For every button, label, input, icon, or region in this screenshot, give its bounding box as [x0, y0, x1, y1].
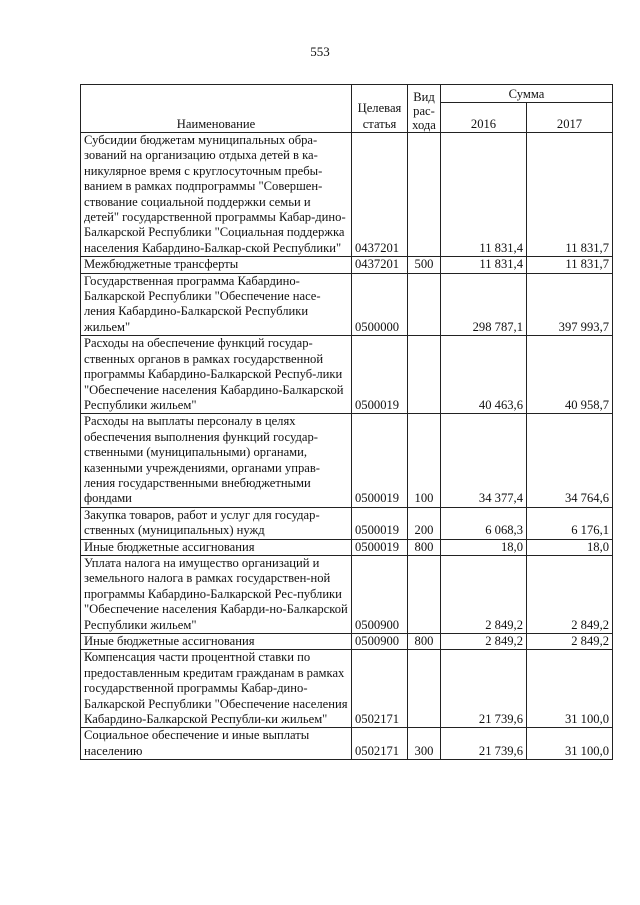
row-target-article: 0500019	[352, 336, 408, 414]
table-row	[81, 257, 613, 273]
row-target-article: 0437201	[352, 257, 408, 273]
row-name: Субсидии бюджетам муниципальных обра-зований на организацию отдыха детей в ка-никулярное время с круглосуточным пребы-ванием в рамках подпрограммы "Совершен-ствование социальной поддержки семьи и детей" государственной программы Кабар-дино-Балкарской Республики "Социальная поддержка населения Кабардино-Балкар-ской Республики"	[81, 133, 352, 257]
row-expense-type: 500	[408, 257, 441, 273]
row-name: Иные бюджетные ассигнования	[81, 539, 352, 555]
table-row	[81, 414, 613, 507]
table-row	[81, 539, 613, 555]
table-row	[81, 728, 613, 760]
row-sum-2016: 11 831,4	[441, 257, 527, 273]
row-expense-type: 300	[408, 728, 441, 760]
row-sum-2017: 2 849,2	[527, 634, 613, 650]
header-name: Наименование	[81, 85, 352, 133]
row-sum-2016: 11 831,4	[441, 133, 527, 257]
budget-table	[80, 84, 613, 760]
row-sum-2016: 34 377,4	[441, 414, 527, 507]
header-expense-type: Вид рас-хода	[408, 85, 441, 133]
row-target-article: 0500019	[352, 507, 408, 539]
row-target-article: 0500900	[352, 634, 408, 650]
row-sum-2017: 11 831,7	[527, 133, 613, 257]
row-sum-2016: 21 739,6	[441, 650, 527, 728]
row-sum-2017: 31 100,0	[527, 650, 613, 728]
row-sum-2016: 18,0	[441, 539, 527, 555]
row-target-article: 0500019	[352, 539, 408, 555]
row-name: Уплата налога на имущество организаций и земельного налога в рамках государствен-ной программы Кабардино-Балкарской Рес-публики "Обеспечение населения Кабарди-но-Балкарской Республики жильем"	[81, 555, 352, 633]
row-expense-type: 100	[408, 414, 441, 507]
row-name: Социальное обеспечение и иные выплаты населению	[81, 728, 352, 760]
table-header	[81, 85, 613, 133]
table-row	[81, 273, 613, 336]
table-body	[81, 133, 613, 760]
row-sum-2017: 397 993,7	[527, 273, 613, 336]
row-name: Иные бюджетные ассигнования	[81, 634, 352, 650]
table-row	[81, 133, 613, 257]
row-expense-type: 800	[408, 539, 441, 555]
row-target-article: 0502171	[352, 728, 408, 760]
row-sum-2016: 2 849,2	[441, 555, 527, 633]
row-sum-2017: 6 176,1	[527, 507, 613, 539]
table-row	[81, 555, 613, 633]
header-target-article: Целевая статья	[352, 85, 408, 133]
row-sum-2017: 31 100,0	[527, 728, 613, 760]
row-sum-2017: 34 764,6	[527, 414, 613, 507]
row-expense-type	[408, 650, 441, 728]
row-expense-type	[408, 555, 441, 633]
row-sum-2016: 40 463,6	[441, 336, 527, 414]
header-year-2017: 2017	[527, 103, 613, 133]
row-target-article: 0437201	[352, 133, 408, 257]
header-year-2016: 2016	[441, 103, 527, 133]
row-sum-2017: 11 831,7	[527, 257, 613, 273]
row-sum-2016: 2 849,2	[441, 634, 527, 650]
row-target-article: 0500000	[352, 273, 408, 336]
table-row	[81, 634, 613, 650]
row-expense-type	[408, 133, 441, 257]
table-row	[81, 650, 613, 728]
row-name: Закупка товаров, работ и услуг для государ-ственных (муниципальных) нужд	[81, 507, 352, 539]
row-target-article: 0502171	[352, 650, 408, 728]
row-expense-type: 200	[408, 507, 441, 539]
row-sum-2017: 40 958,7	[527, 336, 613, 414]
row-sum-2016: 21 739,6	[441, 728, 527, 760]
page-number: 553	[310, 44, 330, 59]
row-expense-type	[408, 273, 441, 336]
row-name: Государственная программа Кабардино-Балкарской Республики "Обеспечение насе-ления Кабардино-Балкарской Республики жильем"	[81, 273, 352, 336]
row-name: Расходы на обеспечение функций государ-ственных органов в рамках государственной программы Кабардино-Балкарской Респуб-лики "Обеспечение населения Кабардино-Балкарской Республики жильем"	[81, 336, 352, 414]
row-sum-2016: 298 787,1	[441, 273, 527, 336]
row-name: Компенсация части процентной ставки по предоставленным кредитам гражданам в рамках государственной программы Кабар-дино-Балкарской Республики "Обеспечение населения Кабардино-Балкарской Республи-ки жильем"	[81, 650, 352, 728]
row-expense-type	[408, 336, 441, 414]
header-sum: Сумма	[441, 85, 613, 103]
row-sum-2016: 6 068,3	[441, 507, 527, 539]
row-sum-2017: 18,0	[527, 539, 613, 555]
row-name: Расходы на выплаты персоналу в целях обеспечения выполнения функций государ-ственными (муниципальными) органами, казенными учреждениями, органами управ-ления государственными внебюджетными фондами	[81, 414, 352, 507]
table-row	[81, 336, 613, 414]
row-sum-2017: 2 849,2	[527, 555, 613, 633]
row-target-article: 0500019	[352, 414, 408, 507]
row-name: Межбюджетные трансферты	[81, 257, 352, 273]
table-row	[81, 507, 613, 539]
row-expense-type: 800	[408, 634, 441, 650]
row-target-article: 0500900	[352, 555, 408, 633]
